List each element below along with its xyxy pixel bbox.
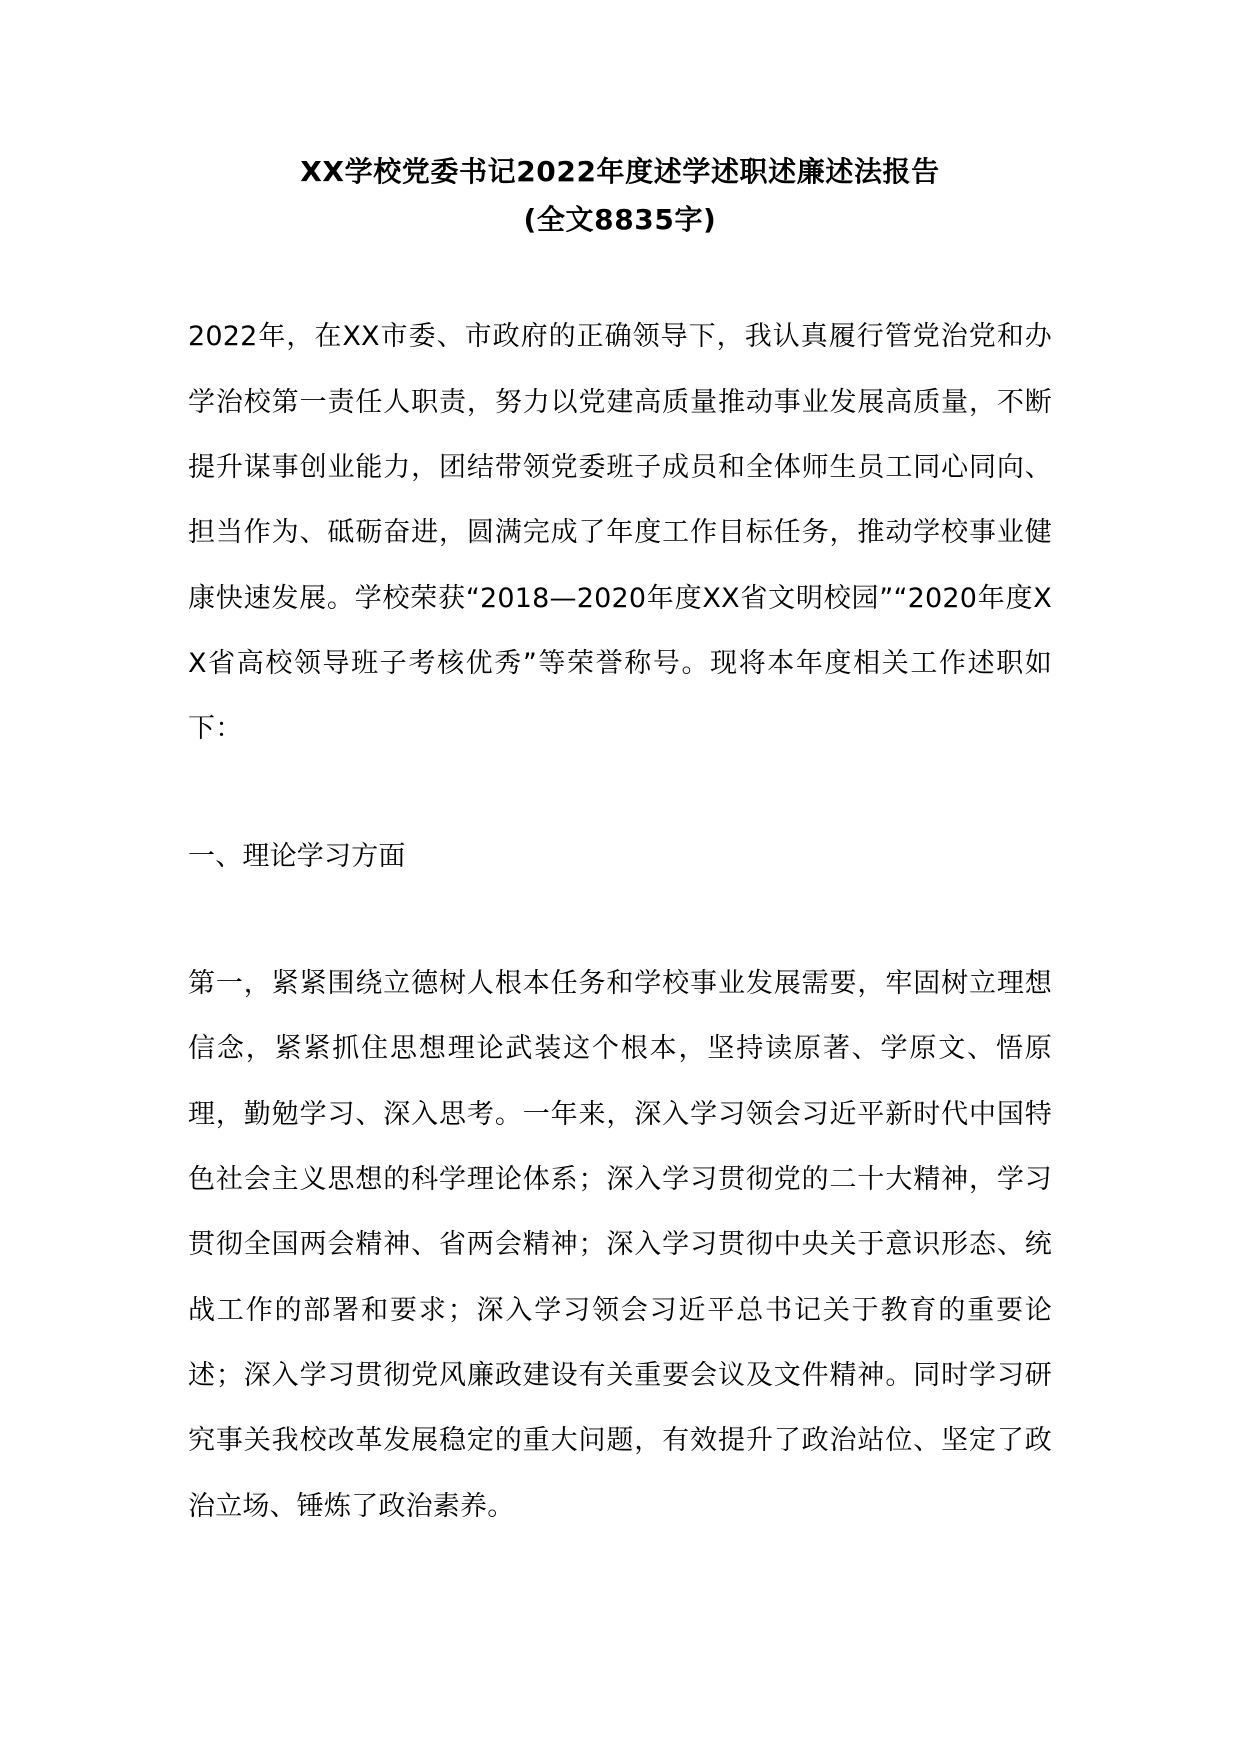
section-1-paragraph-1: 第一，紧紧围绕立德树人根本任务和学校事业发展需要，牢固树立理想信念，紧紧抓住思想理论武装这个根本，坚持读原著、学原文、悟原理，勤勉学习、深入思考。一年来，深入学习领会习近平新时代中国特色社会主义思想的科学理论体系；深入学习贯彻党的二十大精神，学习贯彻全国两会精神、省两会精神；深入学习贯彻中央关于意识形态、统战工作的部署和要求；深入学习领会习近平总书记关于教育的重要论述；深入学习贯彻党风廉政建设有关重要会议及文件精神。同时学习研究事关我校改革发展稳定的重大问题，有效提升了政治站位、坚定了政治立场、锤炼了政治素养。 (188, 967, 1052, 1522)
section-heading-1: 一、理论学习方面 (188, 840, 406, 872)
paragraph-spacer (188, 762, 1052, 824)
intro-paragraph: 2022年，在XX市委、市政府的正确领导下，我认真履行管党治党和办学治校第一责任人职责，努力以党建高质量推动事业发展高质量，不断提升谋事创业能力，团结带领党委班子成员和全体师生员工同心同向、担当作为、砥砺奋进，圆满完成了年度工作目标任务，推动学校事业健康快速发展。学校荣获“2018—2020年度XX省文明校园”“2020年度XX省高校领导班子考核优秀”等荣誉称号。现将本年度相关工作述职如下： (188, 321, 1052, 745)
document-title-line-1: XX学校党委书记2022年度述学述职述廉述法报告 (300, 155, 940, 188)
document-content-column (188, 0, 1052, 1539)
section-heading-spacer (188, 889, 1052, 951)
document-title-subtitle-word-count: (全文8835字) (523, 203, 717, 237)
document-body (188, 304, 1052, 1539)
document-title (188, 0, 1052, 244)
